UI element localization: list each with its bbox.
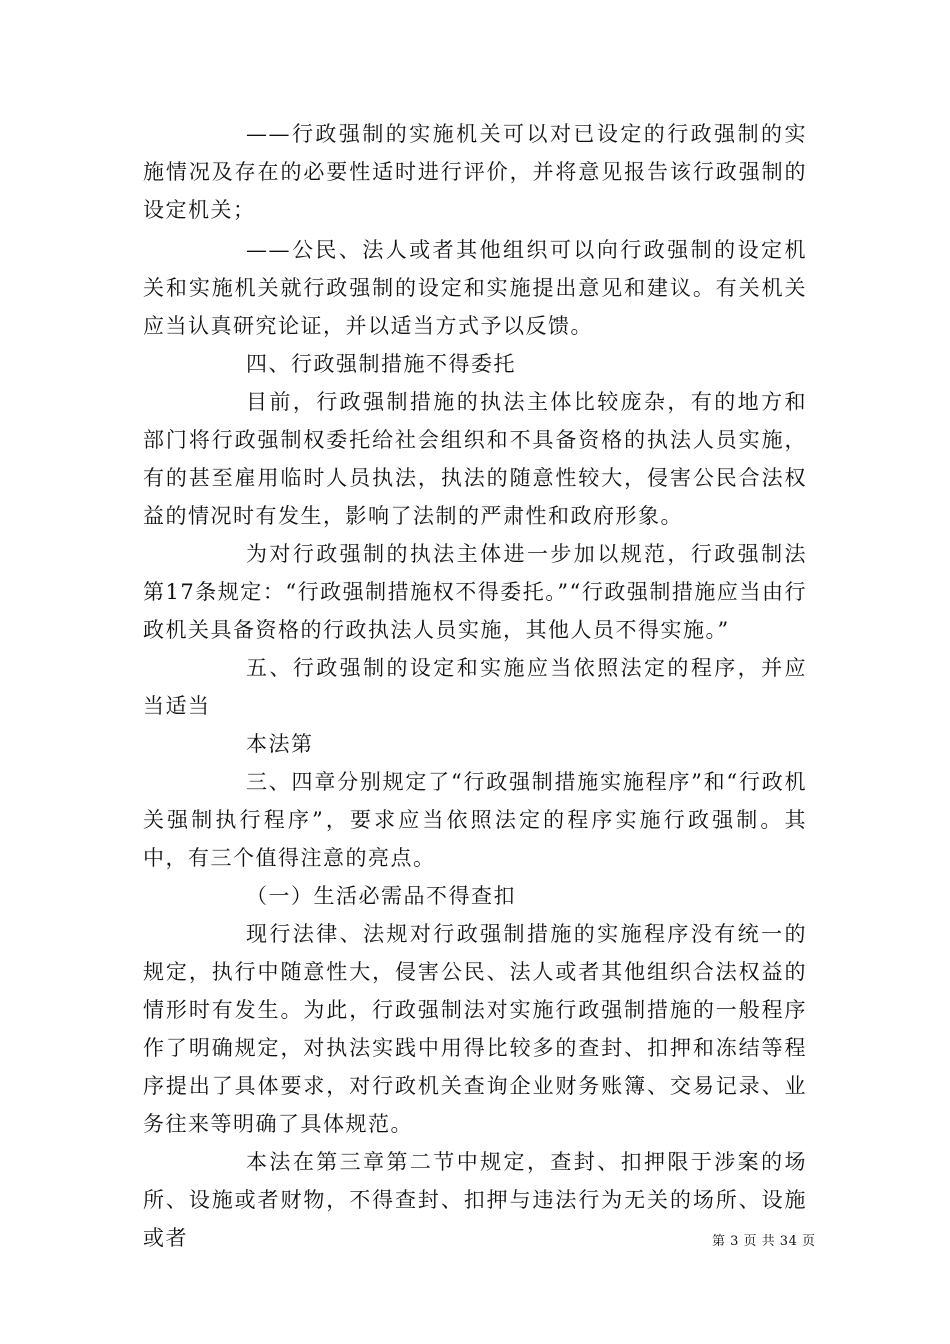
paragraph-this-law-fragment: 本法第 [246,732,314,756]
paragraph-article-17: 为对行政强制的执法主体进一步加以规范，行政强制法第17条规定：“行政强制措施权不得委托。”“行政强制措施应当由行政机关具备资格的行政执法人员实施，其他人员不得实施。” [143,542,807,642]
paragraph-chapters-three-four: 三、四章分别规定了“行政强制措施实施程序”和“行政机关强制执行程序”，要求应当依照法定的程序实施行政强制。其中，有三个值得注意的亮点。 [143,770,807,870]
paragraph-evaluation-by-implementing-agency: ——行政强制的实施机关可以对已设定的行政强制的实施情况及存在的必要性适时进行评价，并将意见报告该行政强制的设定机关； [143,122,807,222]
paragraph-citizen-suggestions: ——公民、法人或者其他组织可以向行政强制的设定机关和实施机关就行政强制的设定和实施提出意见和建议。有关机关应当认真研究论证，并以适当方式予以反馈。 [143,238,807,338]
paragraph-chapter-three-section-two: 本法在第三章第二节中规定，查封、扣押限于涉案的场所、设施或者财物，不得查封、扣押与违法行为无关的场所、设施或者 [143,1150,807,1250]
section-heading-legal-procedure: 五、行政强制的设定和实施应当依照法定的程序，并应当适当 [143,656,807,718]
page-number-footer: 第 3 页 共 34 页 [712,1234,816,1249]
paragraph-current-situation: 目前，行政强制措施的执法主体比较庞杂，有的地方和部门将行政强制权委托给社会组织和不具备资格的执法人员实施，有的甚至雇用临时人员执法，执法的随意性较大，侵害公民合法权益的情况时有发生，影响了法制的严肃性和政府形象。 [143,390,807,528]
subheading-necessities-not-seized: （一）生活必需品不得查扣 [246,884,516,908]
paragraph-procedure-regulations: 现行法律、法规对行政强制措施的实施程序没有统一的规定，执行中随意性大，侵害公民、法人或者其他组织合法权益的情形时有发生。为此，行政强制法对实施行政强制措施的一般程序作了明确规定，对执法实践中用得比较多的查封、扣押和冻结等程序提出了具体要求，对行政机关查询企业财务账簿、交易记录、业务往来等明确了具体规范。 [143,922,807,1136]
section-heading-no-delegation: 四、行政强制措施不得委托 [246,352,516,376]
